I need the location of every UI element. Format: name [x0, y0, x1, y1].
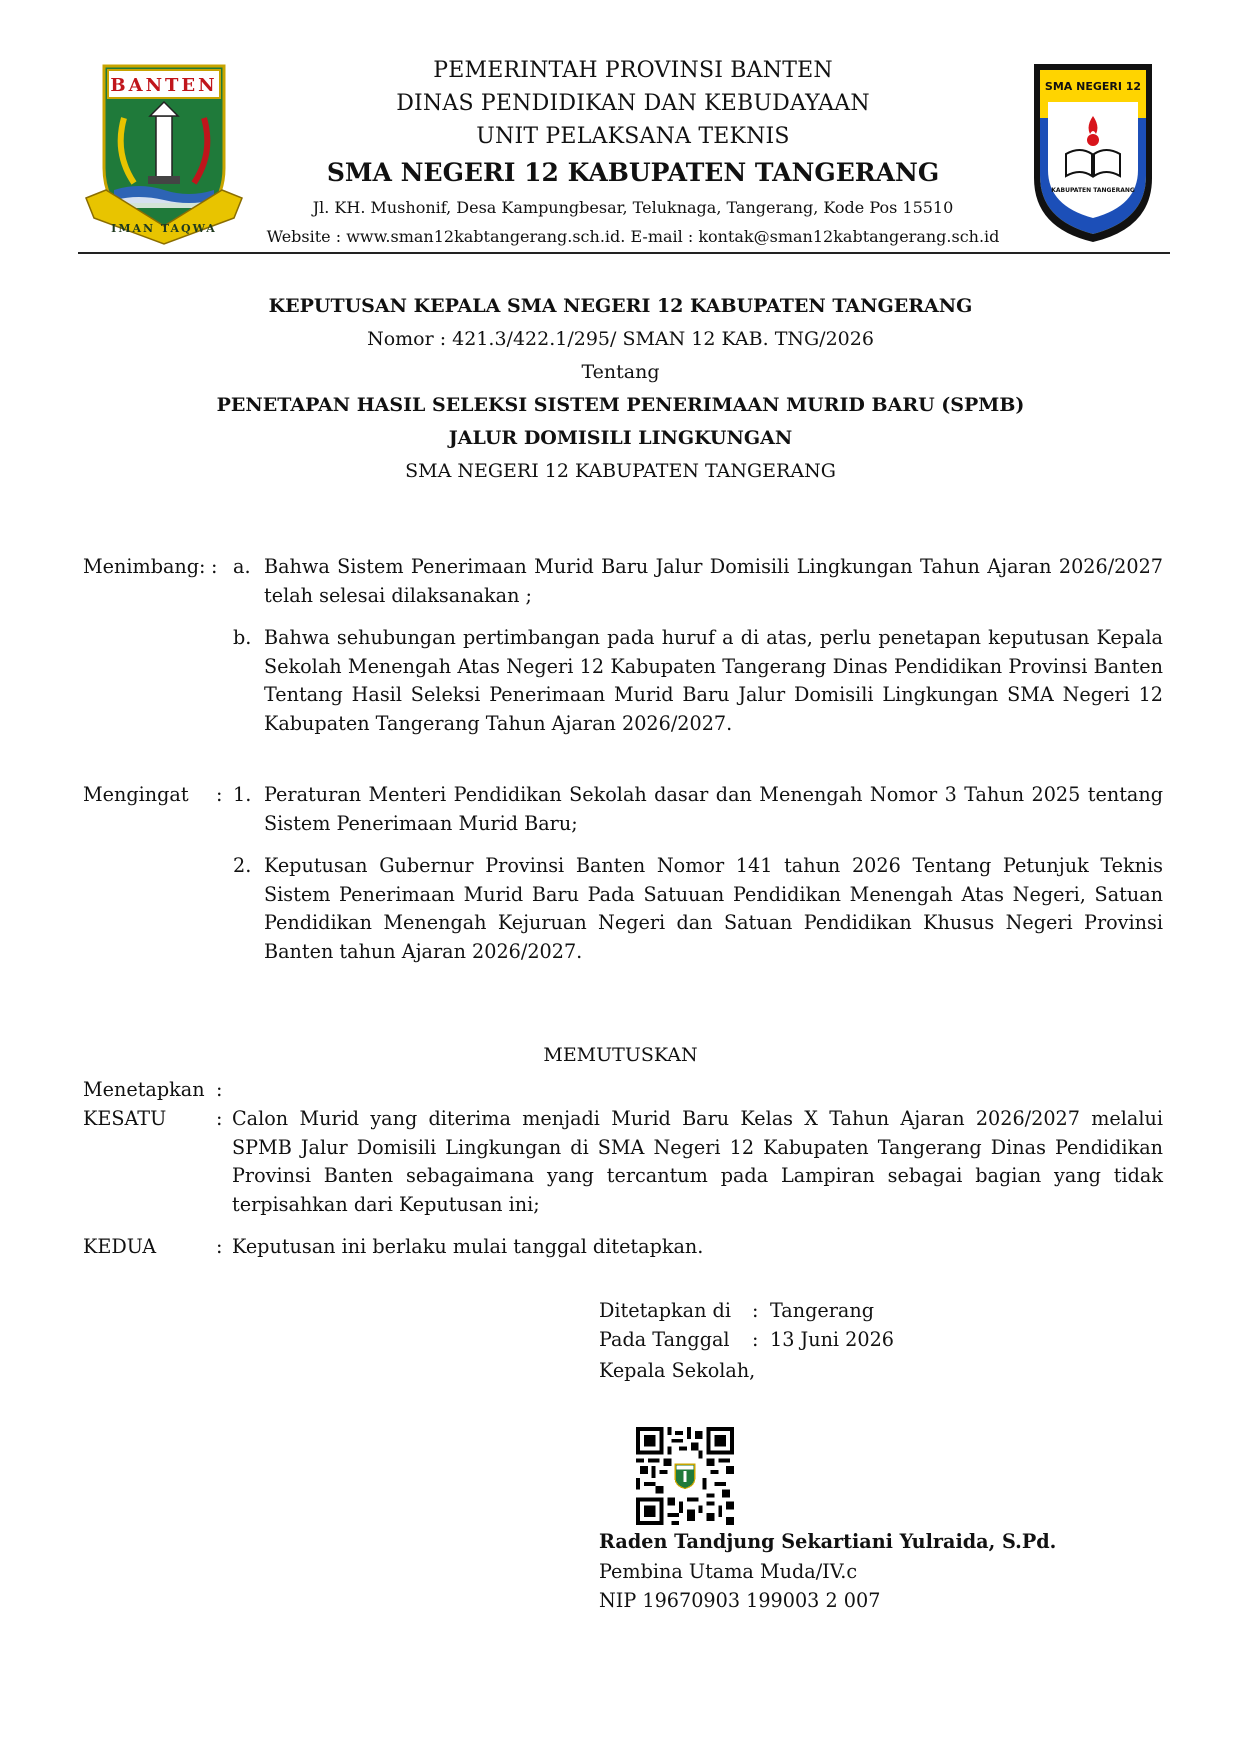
decree-heading: KEPUTUSAN KEPALA SMA NEGERI 12 KABUPATEN TANGERANG — [268, 295, 973, 317]
decree-about: Tentang — [581, 361, 660, 383]
decree-title — [100, 290, 1141, 488]
mengingat-label: Mengingat — [83, 783, 189, 806]
kedua-text: Keputusan ini berlaku mulai tanggal ditetapkan. — [232, 1235, 704, 1258]
menimbang-marker-b: b. — [233, 626, 252, 649]
decree-subject-3: SMA NEGERI 12 KABUPATEN TANGERANG — [405, 460, 836, 482]
signer-nip: NIP 19670903 199003 2 007 — [599, 1589, 881, 1612]
date-value: 13 Juni 2026 — [770, 1328, 894, 1351]
menetapkan-label: Menetapkan — [83, 1078, 205, 1101]
kedua-colon: : — [216, 1235, 223, 1258]
menimbang-label: Menimbang: — [83, 555, 206, 578]
signer-position: Kepala Sekolah, — [599, 1359, 756, 1382]
school-contact: Website : www.sman12kabtangerang.sch.id. E-mail : kontak@sman12kabtangerang.sch.id — [266, 227, 1000, 246]
emblem-top-text: BANTEN — [110, 75, 218, 96]
date-colon: : — [752, 1328, 759, 1351]
school-emblem-bottom-text: KABUPATEN TANGERANG — [1051, 187, 1135, 194]
place-colon: : — [752, 1299, 759, 1322]
signer-rank: Pembina Utama Muda/IV.c — [599, 1560, 858, 1583]
decree-subject-1: PENETAPAN HASIL SELEKSI SISTEM PENERIMAAN MURID BARU (SPMB) — [216, 394, 1025, 416]
qr-code-icon — [636, 1427, 734, 1525]
decree-subject-2: JALUR DOMISILI LINGKUNGAN — [448, 427, 793, 449]
department-name: DINAS PENDIDIKAN DAN KEBUDAYAAN — [396, 91, 870, 116]
school-name: SMA NEGERI 12 KABUPATEN TANGERANG — [326, 158, 940, 187]
school-emblem-top-text: SMA NEGERI 12 — [1044, 80, 1142, 93]
place-label: Ditetapkan di — [599, 1299, 731, 1322]
kesatu-label: KESATU — [83, 1107, 167, 1130]
letterhead-text — [238, 54, 1028, 251]
mengingat-marker-2: 2. — [233, 854, 252, 877]
government-name: PEMERINTAH PROVINSI BANTEN — [433, 58, 833, 83]
kesatu-text: Calon Murid yang diterima menjadi Murid Baru Kelas X Tahun Ajaran 2026/2027 melalui SPMB Jalur Domisili Lingkungan di SMA Negeri 12 Kabupaten Tangerang Dinas Pendidikan Provinsi Banten sebagaimana yang tercantum pada Lampiran sebagai bagian yang tidak terpisahkan dari Keputusan ini; — [232, 1107, 1163, 1216]
mengingat-marker-1: 1. — [233, 783, 252, 806]
decree-number: Nomor : 421.3/422.1/295/ SMAN 12 KAB. TNG/2026 — [367, 328, 874, 350]
mengingat-item-1: Peraturan Menteri Pendidikan Sekolah dasar dan Menengah Nomor 3 Tahun 2025 tentang Sistem Penerimaan Murid Baru; — [264, 783, 1163, 835]
menimbang-item-a: Bahwa Sistem Penerimaan Murid Baru Jalur Domisili Lingkungan Tahun Ajaran 2026/2027 telah selesai dilaksanakan ; — [264, 555, 1163, 607]
letterhead-divider — [78, 252, 1170, 254]
emblem-bottom-text: IMAN TAQWA — [111, 222, 217, 235]
letterhead — [78, 54, 1170, 254]
unit-name: UNIT PELAKSANA TEKNIS — [476, 124, 790, 149]
memutuskan-heading: MEMUTUSKAN — [543, 1044, 698, 1066]
kesatu-colon: : — [216, 1107, 223, 1130]
mengingat-colon: : — [216, 783, 223, 806]
mengingat-item-2: Keputusan Gubernur Provinsi Banten Nomor 141 tahun 2026 Tentang Petunjuk Teknis Sistem Penerimaan Murid Baru Pada Satuuan Pendidikan Menengah Atas Negeri, Satuan Pendidikan Menengah Kejuruan Negeri dan Satuan Pendidikan Khusus Negeri Provinsi Banten tahun Ajaran 2026/2027. — [264, 854, 1163, 963]
menetapkan-colon: : — [216, 1078, 223, 1101]
menimbang-item-b: Bahwa sehubungan pertimbangan pada huruf a di atas, perlu penetapan keputusan Kepala Sekolah Menengah Atas Negeri 12 Kabupaten Tangerang Dinas Pendidikan Provinsi Banten Tentang Hasil Seleksi Penerimaan Murid Baru Jalur Domisili Lingkungan SMA Negeri 12 Kabupaten Tangerang Tahun Ajaran 2026/2027. — [264, 626, 1163, 735]
signer-name: Raden Tandjung Sekartiani Yulraida, S.Pd. — [599, 1530, 1057, 1553]
menimbang-marker-a: a. — [233, 555, 251, 578]
kedua-label: KEDUA — [83, 1235, 157, 1258]
school-address: Jl. KH. Mushonif, Desa Kampungbesar, Teluknaga, Tangerang, Kode Pos 15510 — [312, 198, 954, 217]
school-emblem-icon — [1028, 58, 1158, 248]
banten-province-emblem-icon — [84, 58, 244, 248]
place-value: Tangerang — [770, 1299, 874, 1322]
menimbang-colon: : — [211, 555, 218, 578]
date-label: Pada Tanggal — [599, 1328, 730, 1351]
